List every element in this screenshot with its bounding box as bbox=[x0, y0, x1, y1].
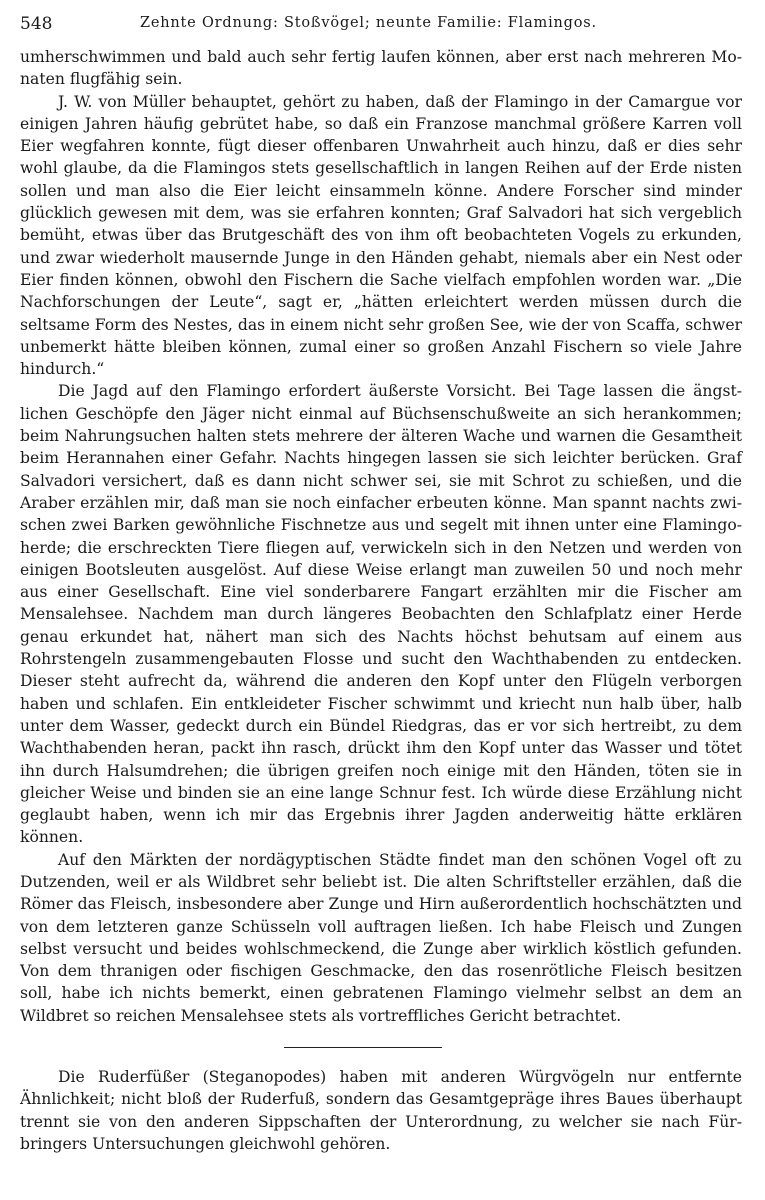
next-section bbox=[20, 1066, 742, 1155]
page-header bbox=[20, 14, 743, 40]
section-divider bbox=[284, 1047, 442, 1048]
running-head: Zehnte Ordnung: Stoßvögel; neunte Familie: Flamingos. bbox=[140, 15, 597, 31]
paragraph-markets: Auf den Märkten der nordägyptischen Städte findet man den schönen Vogel oft zu Dutzenden, weil er als Wildbret sehr beliebt ist. Die alten Schriftsteller erzählen, daß die Römer das Fleisch, insbesondere aber Zunge und Hirn außerordentlich hochschätzten und von dem letzteren ganze Schüsseln voll auftragen ließen. Ich habe Fleisch und Zungen selbst versucht und beides wohlschmeckend, die Zunge aber wirklich köstlich gefunden. Von dem thranigen oder fischigen Geschmacke, den das rosenrötliche Fleisch besitzen soll, habe ich nichts bemerkt, einen gebratenen Flamingo vielmehr selbst an dem an Wildbret so reichen Mensalehsee stets als vortreffliches Gericht betrachtet. bbox=[20, 850, 742, 1025]
body-text bbox=[20, 46, 742, 1027]
paragraph-nesting: J. W. von Müller behauptet, gehört zu haben, daß der Flamingo in der Camargue vor einigen Jahren häufig gebrütet habe, so daß ein Franzose manchmal größere Karren voll Eier wegfahren konnte, fügt dieser offenbaren Unwahrheit auch hinzu, daß er dies sehr wohl glaube, da die Flamingos stets gesellschaftlich in langen Reihen auf der Erde nisten sollen und man also die Eier leicht einsammeln könne. Andere Forscher sind minder glücklich gewesen mit dem, was sie erfahren konnten; Graf Salvadori hat sich vergeblich bemüht, etwas über das Brutgeschäft des von ihm oft beobachteten Vogels zu erkunden, und zwar wiederholt mausernde Junge in den Händen gehabt, niemals aber ein Nest oder Eier finden können, obwohl den Fischern die Sache vielfach empfohlen worden war. „Die Nachforschungen der Leute“, sagt er, „hätten erleichtert werden müssen durch die seltsame Form des Nestes, das in einem nicht sehr großen See, wie der von Scaffa, schwer unbemerkt hätte bleiben können, zumal einer so großen Anzahl Fischern so viele Jahre hindurch.“ bbox=[20, 92, 742, 379]
paragraph-ruderfuesser: Die Ruderfüßer (Steganopodes) haben mit anderen Würgvögeln nur entfernte Ähnlichkeit; nicht bloß der Ruderfuß, sondern das Gesamtgepräge ihres Baues überhaupt trennt sie von den anderen Sippschaften der Unterordnung, zu welcher sie nach Fürbringers Untersuchungen gleichwohl gehören. bbox=[20, 1068, 742, 1153]
page-number: 548 bbox=[20, 14, 53, 34]
paragraph-continuation: umherschwimmen und bald auch sehr fertig laufen können, aber erst nach mehreren Monaten flugfähig sein. bbox=[20, 48, 742, 89]
paragraph-hunting: Die Jagd auf den Flamingo erfordert äußerste Vorsicht. Bei Tage lassen die ängstlichen Geschöpfe den Jäger nicht einmal auf Büchsenschußweite an sich herankommen; beim Nahrungsuchen halten stets mehrere der älteren Wache und warnen die Gesamtheit beim Herannahen einer Gefahr. Nachts hingegen lassen sie sich leichter berücken. Graf Salvadori versichert, daß es dann nicht schwer sei, sie mit Schrot zu schießen, und die Araber erzählen mir, daß man sie noch einfacher erbeuten könne. Man spannt nachts zwischen zwei Barken gewöhnliche Fischnetze aus und segelt mit ihnen unter eine Flamingoherde; die erschreckten Tiere fliegen auf, verwickeln sich in den Netzen und werden von einigen Bootsleuten ausgelöst. Auf diese Weise erlangt man zuweilen 50 und noch mehr aus einer Gesellschaft. Eine viel sonderbarere Fangart erzählten mir die Fischer am Mensalehsee. Nachdem man durch längeres Beobachten den Schlafplatz einer Herde genau erkundet hat, nähert man sich des Nachts höchst behutsam auf einem aus Rohrstengeln zusammengebauten Flosse und sucht den Wachthabenden zu entdecken. Dieser steht aufrecht da, während die anderen den Kopf unter den Flügeln verborgen haben und schlafen. Ein entkleideter Fischer schwimmt und kriecht nun halb über, halb unter dem Wasser, gedeckt durch ein Bündel Riedgras, das er vor sich hertreibt, zu dem Wachthabenden heran, packt ihn rasch, drückt ihm den Kopf unter das Wasser und tötet ihn durch Halsumdrehen; die übrigen greifen noch einige mit den Händen, töten sie in gleicher Weise und binden sie an eine lange Schnur fest. Ich würde diese Erzählung nicht geglaubt haben, wenn ich mir das Ergebnis ihrer Jagden anderweitig hätte erklären können. bbox=[20, 382, 742, 847]
